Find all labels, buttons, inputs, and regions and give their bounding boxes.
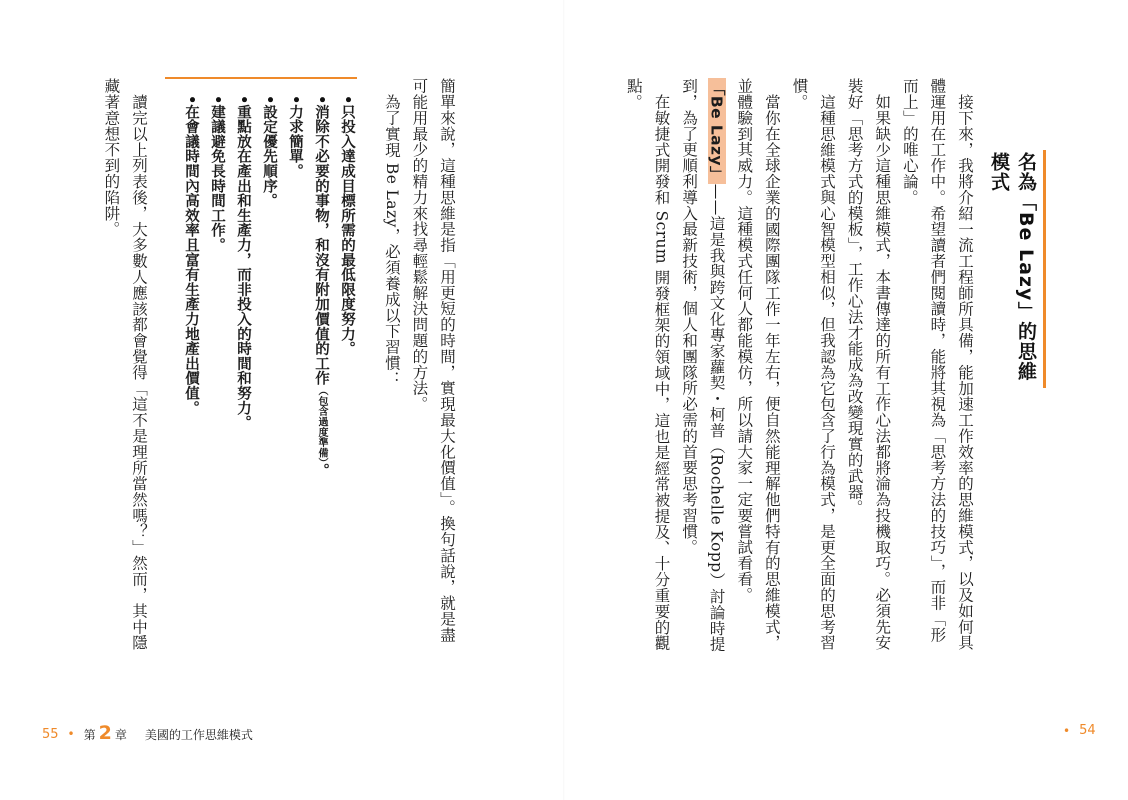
list-item: •重點放在產出和生產力，而非投入的時間和努力。 <box>235 95 251 431</box>
intro-paragraph: 簡單來說，這種思維是指「用更短的時間，實現最大化價值」。換句話說，就是盡可能用最少的精力來找尋輕鬆解決問題的方法。 <box>410 78 456 643</box>
left-page-body-top <box>380 78 460 658</box>
chapter-title: 美國的工作思維模式 <box>144 727 253 742</box>
footer-dot: • <box>67 727 75 741</box>
left-footer <box>42 723 253 745</box>
list-item: •設定優先順序。 <box>261 95 277 209</box>
page-number-right: 54 <box>1079 723 1096 738</box>
paragraph-6: 在敏捷式開發和 Scrum 開發框架的領域中，這也是經常被提及、十分重要的觀點。 <box>624 78 671 651</box>
paragraph-4: 當你在全球企業的國際團隊工作一年左右，便自然能理解他們特有的思維模式，並體驗到其威力。這種模式任何人都能模仿，所以請大家一定要嘗試看看。 <box>735 78 781 650</box>
footer-dot: • <box>1063 723 1071 738</box>
divider-line <box>165 77 357 79</box>
right-page-body <box>624 78 978 658</box>
list-item: •只投入達成目標所需的最低限度努力。 <box>339 95 355 357</box>
lead-in: 為了實現 Be Lazy，必須養成以下習慣： <box>382 93 401 387</box>
be-lazy-highlight: 「Be Lazy」 <box>707 80 726 182</box>
paragraph-5-text: ——這是我與跨文化專家蘿契・柯普（Rochelle Kopp）討論時提到，為了更順利導入最新技術，個人和團隊所必需的首要思考習慣。 <box>680 78 726 652</box>
chapter-suffix: 章 <box>114 727 127 742</box>
list-item: •在會議時間內高效率且富有生產力地產出價值。 <box>183 95 199 416</box>
list-item: •消除不必要的事物，和沒有附加價值的工作（包含過度準備）。 <box>313 95 329 478</box>
paragraph-2: 如果缺少這種思維模式，本書傳達的所有工作心法都將淪為投機取巧。必須先安裝好「思考方式的模板」，工作心法才能成為改變現實的武器。 <box>845 78 892 650</box>
habit-list <box>170 95 360 675</box>
chapter-number: 2 <box>98 722 112 744</box>
heading-text: 名為「Be Lazy」的思維模式 <box>988 152 1037 382</box>
left-page-body-bottom <box>82 78 152 658</box>
section-heading <box>988 150 1050 395</box>
right-footer <box>1054 723 1096 738</box>
page-number-left: 55 <box>42 726 59 742</box>
paragraph-1: 接下來，我將介紹一流工程師所具備，能加速工作效率的思維模式，以及如何具體運用在工作中。希望讀者們閱讀時，能將其視為「思考方法的技巧」，而非「形而上」的唯心論。 <box>900 78 974 650</box>
list-item: •建議避免長時間工作。 <box>209 95 225 253</box>
heading-accent-bar <box>1043 150 1046 388</box>
closing-paragraph: 讀完以上列表後，大多數人應該都會覺得「這不是理所當然嗎？」然而，其中隱藏著意想不到的陷阱。 <box>102 78 148 650</box>
page-gutter <box>563 0 565 800</box>
paragraph-5 <box>674 78 729 658</box>
list-item: •力求簡單。 <box>287 95 303 179</box>
paragraph-3: 這種思維模式與心智模型相似，但我認為它包含了行為模式，是更全面的思考習慣。 <box>790 78 837 650</box>
chapter-prefix: 第 <box>83 727 96 742</box>
